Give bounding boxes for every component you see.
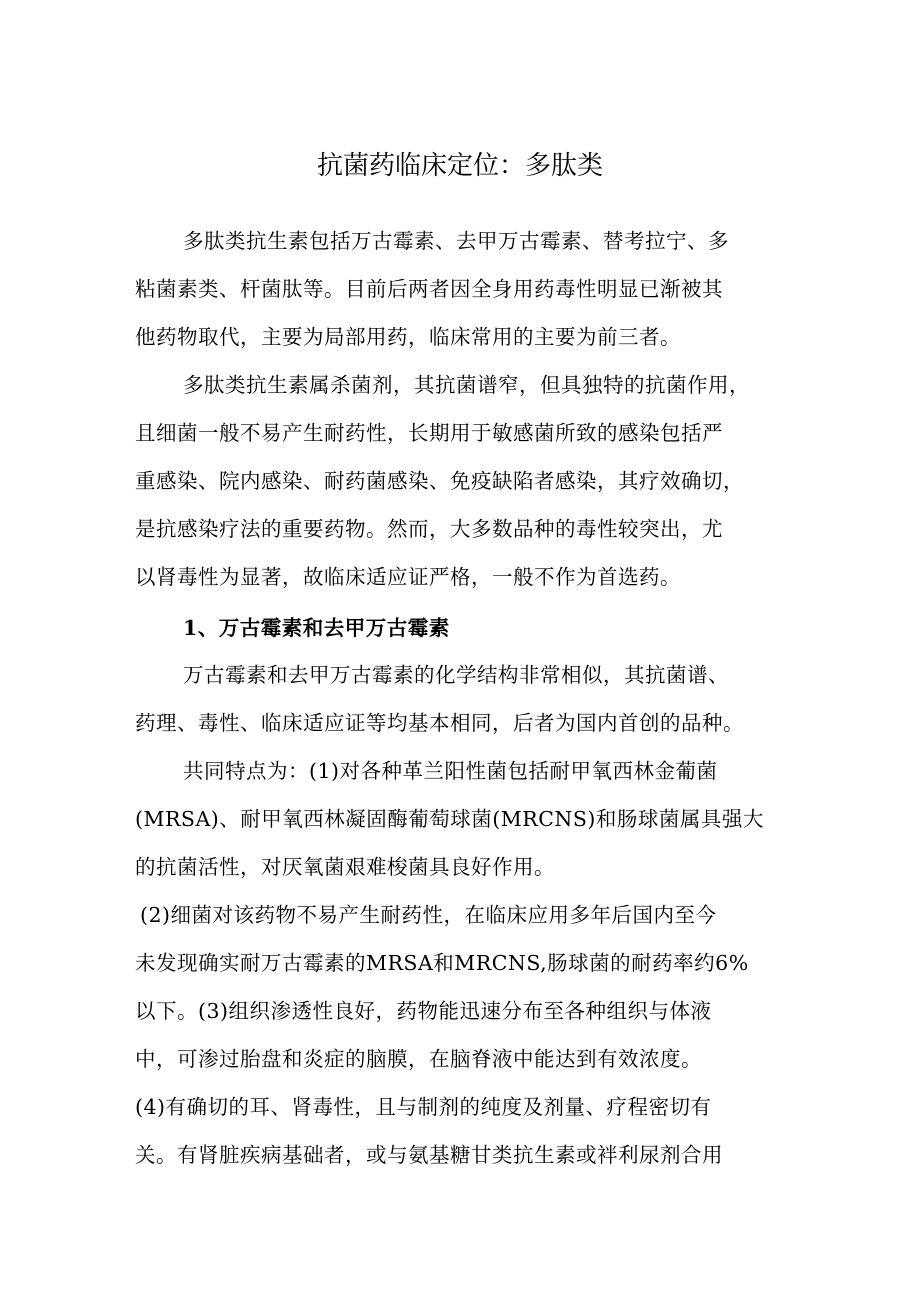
body-line: (4)有确切的耳、肾毒性，且与制剂的纯度及剂量、疗程密切有 — [135, 1095, 712, 1119]
body-line: 重感染、院内感染、耐药菌感染、免疫缺陷者感染，其疗效确切， — [135, 469, 744, 493]
section-heading: 1、万古霉素和去甲万古霉素 — [183, 616, 450, 640]
body-line: 未发现确实耐万古霉素的MRSA和MRCNS,肠球菌的耐药率约6% — [135, 951, 749, 975]
body-line: 且细菌一般不易产生耐药性，长期用于敏感菌所致的感染包括严 — [135, 421, 723, 445]
body-line: 他药物取代，主要为局部用药，临床常用的主要为前三者。 — [135, 325, 681, 349]
body-line: 是抗感染疗法的重要药物。然而，大多数品种的毒性较突出，尤 — [135, 517, 723, 541]
body-line: 中，可渗过胎盘和炎症的脑膜，在脑脊液中能达到有效浓度。 — [135, 1047, 702, 1071]
body-line: 以下。(3)组织渗透性良好，药物能迅速分布至各种组织与体液 — [135, 999, 712, 1023]
body-line: 共同特点为：(1)对各种革兰阳性菌包括耐甲氧西林金葡菌 — [183, 759, 718, 783]
body-line: 关。有肾脏疾病基础者，或与氨基糖甘类抗生素或袢利尿剂合用 — [135, 1143, 723, 1167]
body-line: 粘菌素类、杆菌肽等。目前后两者因全身用药毒性明显已渐被其 — [135, 277, 723, 301]
body-line: 药理、毒性、临床适应证等均基本相同，后者为国内首创的品种。 — [135, 711, 744, 735]
body-line: 万古霉素和去甲万古霉素的化学结构非常相似，其抗菌谱、 — [183, 663, 729, 687]
body-line: 以肾毒性为显著，故临床适应证严格，一般不作为首选药。 — [135, 565, 681, 589]
body-line: 多肽类抗生素包括万古霉素、去甲万古霉素、替考拉宁、多 — [183, 229, 729, 253]
body-line: 的抗菌活性，对厌氧菌艰难梭菌具良好作用。 — [135, 855, 555, 879]
page-title: 抗菌药临床定位：多肽类 — [316, 151, 603, 181]
body-line: 多肽类抗生素属杀菌剂，其抗菌谱窄，但具独特的抗菌作用， — [183, 373, 750, 397]
body-line: (MRSA)、耐甲氧西林凝固酶葡萄球菌(MRCNS)和肠球菌属具强大 — [135, 807, 764, 831]
body-line: (2)细菌对该药物不易产生耐药性，在临床应用多年后国内至今 — [140, 903, 717, 927]
